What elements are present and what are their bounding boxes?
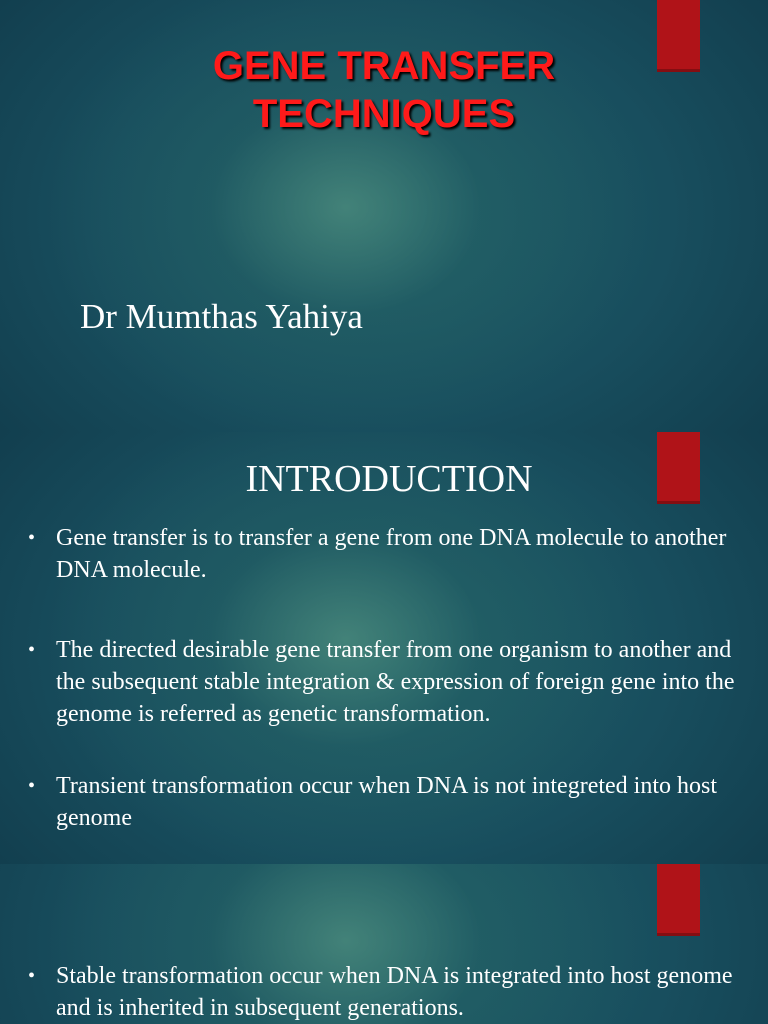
title-slide — [0, 0, 768, 432]
bullet-dot: • — [28, 527, 36, 549]
accent-bar — [657, 864, 700, 936]
title-line-1: GENE TRANSFER — [212, 44, 556, 88]
bullet-dot: • — [28, 639, 36, 661]
slide-heading: INTRODUCTION — [245, 458, 533, 500]
list-item — [0, 770, 740, 834]
bullet-text: Transient transformation occur when DNA is not integreted into host genome — [56, 773, 718, 831]
list-item — [0, 634, 740, 730]
continuation-slide — [0, 864, 768, 1024]
bullet-text: Gene transfer is to transfer a gene from one DNA molecule to another DNA molecule. — [56, 525, 727, 583]
author-name: Dr Mumthas Yahiya — [80, 297, 363, 336]
bullet-dot: • — [28, 775, 36, 797]
list-item — [0, 522, 740, 586]
bullet-dot: • — [28, 965, 36, 987]
title-line-2: TECHNIQUES — [252, 92, 516, 136]
introduction-slide — [0, 432, 768, 864]
slide-title — [0, 42, 768, 138]
bullet-text: Stable transformation occur when DNA is integrated into host genome and is inherited in subsequent generations. — [56, 963, 733, 1021]
list-item — [0, 960, 740, 1024]
bullet-text: The directed desirable gene transfer from one organism to another and the subsequent stable integration & expression of foreign gene into the genome is referred as genetic transformation. — [56, 637, 735, 727]
